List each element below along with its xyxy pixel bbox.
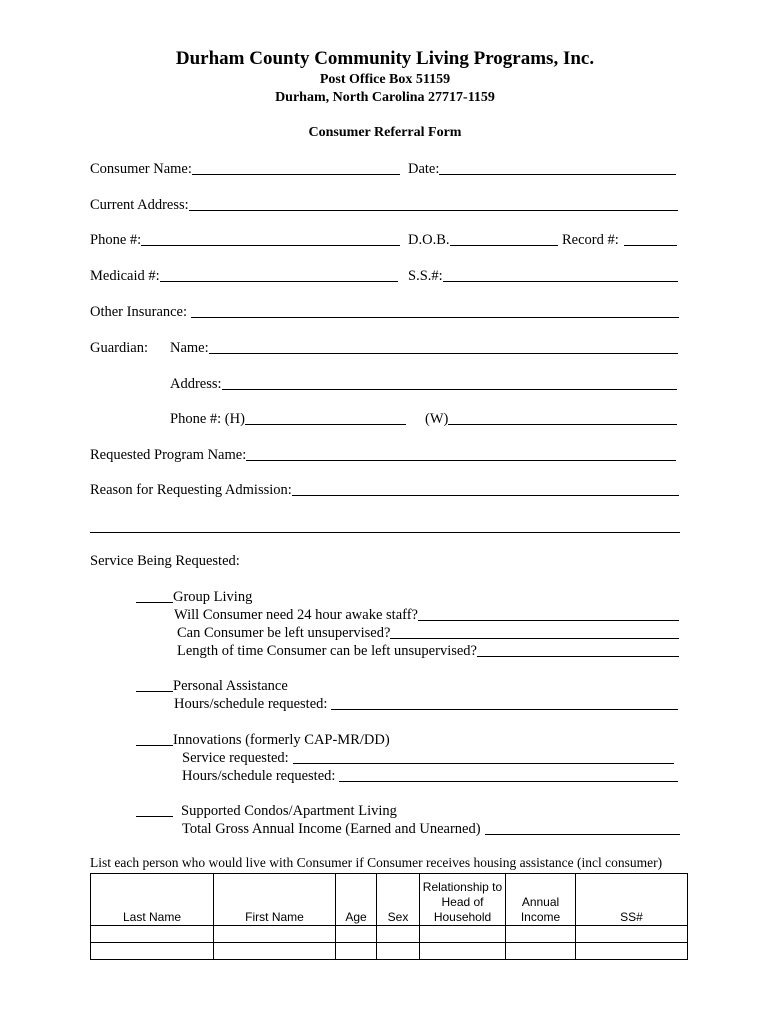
guardian-address-row: [170, 375, 677, 393]
consumer-name-field[interactable]: [192, 161, 400, 175]
cell-sex[interactable]: [377, 925, 420, 942]
household-header-row: [91, 874, 688, 926]
service-heading: Service Being Requested:: [90, 553, 240, 569]
gl-q1-label: Will Consumer need 24 hour awake staff?: [174, 607, 418, 623]
gl-q2-field[interactable]: [390, 625, 679, 639]
in-q1-label: Service requested:: [182, 750, 289, 766]
record-label: Record #:: [562, 232, 619, 248]
cell-last-name[interactable]: [91, 942, 214, 959]
medicaid-label: Medicaid #:: [90, 268, 160, 284]
in-q1-field[interactable]: [293, 750, 674, 764]
record-field[interactable]: [624, 232, 677, 246]
dob-label: D.O.B.: [408, 232, 450, 248]
col-relationship-l1: Relationship to: [422, 879, 503, 894]
guardian-name-field[interactable]: [209, 340, 678, 354]
col-income-l1: Annual: [521, 894, 560, 909]
household-table: [90, 873, 688, 960]
guardian-phone-h-field[interactable]: [245, 411, 406, 425]
col-last-name: Last Name: [91, 874, 214, 926]
guardian-name-label: Name:: [170, 340, 209, 356]
form-title: Consumer Referral Form: [308, 125, 462, 140]
dob-field[interactable]: [450, 232, 559, 246]
address-line-2: Durham, North Carolina 27717-1159: [275, 90, 495, 105]
col-income-l2: Income: [520, 909, 561, 924]
supported-condos-label: Supported Condos/Apartment Living: [181, 803, 397, 819]
current-address-label: Current Address:: [90, 197, 189, 213]
table-row: [91, 925, 688, 942]
reason-label: Reason for Requesting Admission:: [90, 482, 292, 498]
medicaid-row: [90, 267, 398, 285]
record-row: [562, 231, 677, 249]
gl-q1-field[interactable]: [418, 607, 679, 621]
cell-relationship[interactable]: [420, 942, 506, 959]
innovations-checkbox-line[interactable]: [136, 732, 173, 746]
in-q1-row: [182, 749, 674, 767]
in-q2-field[interactable]: [339, 768, 678, 782]
pa-q1-row: [174, 695, 678, 713]
gl-q3-row: [177, 642, 679, 660]
cell-age[interactable]: [336, 942, 377, 959]
col-relationship: [420, 874, 506, 926]
cell-sex[interactable]: [377, 942, 420, 959]
date-label: Date:: [408, 161, 440, 177]
other-insurance-row: [90, 303, 679, 321]
requested-program-row: [90, 446, 676, 464]
other-insurance-field[interactable]: [191, 304, 679, 318]
guardian-label-row: [90, 339, 160, 357]
group-living-row: [136, 588, 436, 606]
innovations-label: Innovations (formerly CAP-MR/DD): [173, 732, 390, 748]
date-field[interactable]: [439, 161, 676, 175]
cell-income[interactable]: [506, 925, 576, 942]
col-ss: SS#: [576, 874, 688, 926]
pa-q1-label: Hours/schedule requested:: [174, 696, 328, 712]
cell-first-name[interactable]: [214, 942, 336, 959]
reason-continuation-line[interactable]: [90, 532, 680, 533]
sc-q1-label: Total Gross Annual Income (Earned and Unearned): [182, 821, 481, 837]
medicaid-field[interactable]: [160, 268, 398, 282]
innovations-row: [136, 731, 466, 749]
col-relationship-l3: Household: [433, 909, 492, 924]
requested-program-label: Requested Program Name:: [90, 447, 247, 463]
service-heading-row: [90, 552, 390, 570]
guardian-phone-w-label: (W): [425, 411, 449, 427]
current-address-row: [90, 196, 678, 214]
table-row: [91, 942, 688, 959]
gl-q1-row: [174, 606, 679, 624]
gl-q2-row: [177, 624, 679, 642]
group-living-label: Group Living: [173, 589, 253, 605]
cell-ss[interactable]: [576, 942, 688, 959]
in-q2-label: Hours/schedule requested:: [182, 768, 336, 784]
ss-label: S.S.#:: [408, 268, 443, 284]
group-living-checkbox-line[interactable]: [136, 589, 173, 603]
phone-label: Phone #:: [90, 232, 142, 248]
guardian-address-label: Address:: [170, 376, 222, 392]
cell-ss[interactable]: [576, 925, 688, 942]
cell-age[interactable]: [336, 925, 377, 942]
gl-q3-label: Length of time Consumer can be left unsupervised?: [177, 643, 477, 659]
requested-program-field[interactable]: [246, 447, 676, 461]
col-relationship-l2: Head of: [441, 894, 484, 909]
personal-assistance-label: Personal Assistance: [173, 678, 288, 694]
cell-last-name[interactable]: [91, 925, 214, 942]
cell-first-name[interactable]: [214, 925, 336, 942]
guardian-phone-h-row: [170, 410, 406, 428]
gl-q2-label: Can Consumer be left unsupervised?: [177, 625, 391, 641]
consumer-name-row: [90, 160, 400, 178]
supported-condos-checkbox-line[interactable]: [136, 803, 173, 817]
col-income: [506, 874, 576, 926]
sc-q1-row: [182, 820, 680, 838]
col-age: Age: [336, 874, 377, 926]
col-first-name: First Name: [214, 874, 336, 926]
pa-q1-field[interactable]: [331, 696, 678, 710]
ss-row: [408, 267, 678, 285]
col-sex: Sex: [377, 874, 420, 926]
household-heading: List each person who would live with Consumer if Consumer receives housing assistance (incl consumer): [90, 855, 663, 870]
phone-row: [90, 231, 400, 249]
guardian-name-row: [170, 339, 678, 357]
guardian-phone-w-row: [425, 410, 677, 428]
guardian-phone-h-label: Phone #: (H): [170, 411, 245, 427]
other-insurance-label: Other Insurance:: [90, 304, 188, 320]
in-q2-row: [182, 767, 678, 785]
guardian-phone-w-field[interactable]: [448, 411, 677, 425]
date-row: [408, 160, 676, 178]
ss-field[interactable]: [443, 268, 678, 282]
gl-q3-field[interactable]: [477, 643, 679, 657]
consumer-name-label: Consumer Name:: [90, 161, 192, 177]
phone-field[interactable]: [141, 232, 400, 246]
organization-name: Durham County Community Living Programs, Inc.: [175, 48, 595, 69]
personal-assistance-row: [136, 677, 436, 695]
address-line-1: Post Office Box 51159: [319, 72, 451, 87]
cell-relationship[interactable]: [420, 925, 506, 942]
reason-row: [90, 481, 679, 499]
dob-row: [408, 231, 558, 249]
reason-field[interactable]: [292, 482, 679, 496]
guardian-label: Guardian:: [90, 340, 148, 356]
cell-income[interactable]: [506, 942, 576, 959]
personal-assistance-checkbox-line[interactable]: [136, 678, 173, 692]
guardian-address-field[interactable]: [222, 376, 677, 390]
supported-condos-row: [136, 802, 466, 820]
sc-q1-field[interactable]: [485, 821, 680, 835]
current-address-field[interactable]: [189, 197, 678, 211]
